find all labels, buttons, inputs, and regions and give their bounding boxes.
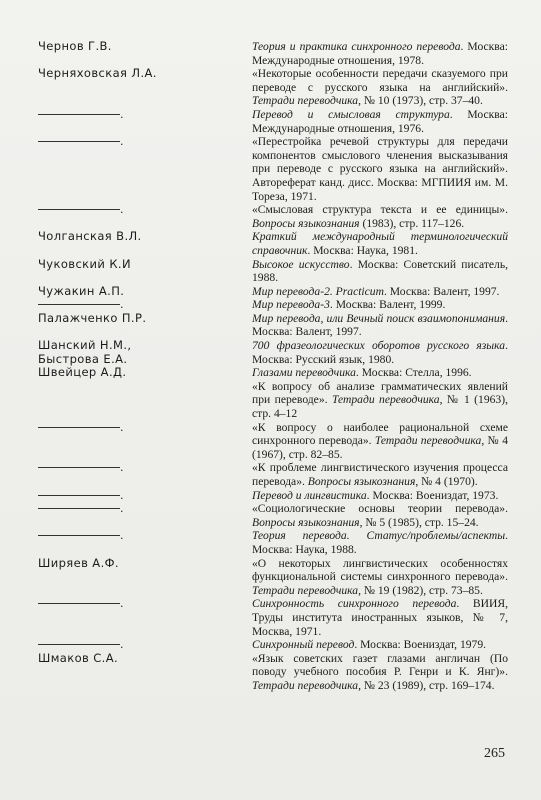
bibliography-list: [38, 40, 508, 693]
reference-text: . Москва: Международные отношения, 1978.: [252, 40, 508, 67]
reference-text: . Москва: Воениздат, 1979.: [354, 638, 487, 652]
ditto-dash: [38, 304, 120, 305]
entry-reference: [252, 529, 508, 556]
entry-reference: [252, 597, 508, 638]
bibliography-entry: [38, 652, 508, 693]
reference-title: Глазами переводчика: [252, 366, 356, 380]
bibliography-entry: [38, 108, 508, 135]
reference-text: . ВИИЯ, Труды института иностранных языков, № 7, Москва, 1971.: [252, 597, 508, 638]
entry-reference: [252, 557, 508, 598]
reference-text: . Москва: Наука, 1988.: [252, 529, 508, 556]
bibliography-entry: [38, 339, 508, 366]
reference-text: (1983), стр. 117–126.: [359, 216, 465, 230]
reference-text: , № 23 (1989), стр. 169–174.: [358, 678, 495, 692]
entry-author: Палажченко П.Р.: [38, 310, 147, 325]
entry-author: .: [38, 638, 252, 652]
bibliography-entry: [38, 597, 508, 638]
entry-reference: [252, 652, 508, 693]
entry-author: .: [38, 203, 252, 217]
reference-text: . Москва: Стелла, 1996.: [355, 366, 472, 380]
entry-author: Шмаков С.А.: [38, 650, 119, 665]
bibliography-entry: [38, 529, 508, 556]
ditto-dash: [38, 209, 120, 210]
entry-reference: [252, 366, 508, 380]
reference-title: 700 фразеологических оборотов русского языка: [252, 339, 506, 353]
reference-text: , № 4 (1967), стр. 82–85.: [252, 434, 508, 461]
entry-author: .: [38, 135, 252, 149]
reference-title: Вопросы языкознания: [307, 475, 416, 488]
entry-reference: [252, 421, 508, 462]
entry-reference: [252, 135, 508, 203]
bibliography-entry: [38, 258, 508, 285]
ditto-dash: [38, 603, 120, 604]
ditto-dash: [38, 508, 120, 509]
bibliography-entry: [38, 230, 508, 257]
reference-title: Краткий международный терминологический справочник: [252, 230, 508, 257]
entry-reference: [252, 638, 508, 652]
bibliography-entry: [38, 461, 508, 488]
ditto-dash: [38, 535, 120, 536]
entry-reference: [252, 230, 508, 257]
bibliography-entry: [38, 557, 508, 598]
bibliography-entry: [38, 421, 508, 462]
reference-text: . Москва: Валент, 1999.: [329, 298, 446, 312]
bibliography-entry: [38, 366, 508, 380]
reference-title: Тетради переводчика: [331, 393, 440, 407]
bibliography-entry: [38, 489, 508, 503]
entry-reference: [252, 40, 508, 67]
reference-text: «Язык советских газет глазами англичан (По поводу учебного пособия Р. Генри и К. Янг)».: [252, 651, 508, 679]
bibliography-entry: [38, 67, 508, 108]
entry-author: Черняховская Л.А.: [38, 66, 157, 81]
reference-text: . Москва: Советский писатель, 1988.: [252, 257, 508, 285]
reference-title: Синхронность синхронного перевода: [252, 597, 457, 611]
entry-author: .: [38, 298, 252, 312]
reference-title: Вопросы языкознания: [252, 216, 360, 230]
reference-text: . Москва: Международные отношения, 1976.: [252, 107, 508, 135]
entry-reference: [252, 67, 508, 108]
entry-author: Швейцер А.Д.: [38, 365, 127, 380]
reference-text: . Москва: Русский язык, 1980.: [252, 339, 508, 366]
bibliography-entry: [38, 40, 508, 67]
reference-title: Перевод и лингвистика: [252, 488, 367, 502]
reference-title: Мир перевода, или Вечный поиск взаимопонимания: [252, 311, 506, 325]
reference-title: Мир перевода-2. Practicum: [252, 284, 384, 298]
reference-title: Мир перевода-3: [252, 298, 330, 312]
entry-reference: [252, 203, 508, 230]
entry-reference: [252, 258, 508, 285]
reference-text: , № 1 (1963), стр. 4–12: [252, 393, 508, 421]
reference-title: Синхронный перевод: [252, 638, 355, 652]
reference-title: Теория и практика синхронного перевода: [252, 40, 461, 53]
bibliography-entry: [38, 380, 508, 421]
entry-reference: [252, 489, 508, 503]
reference-text: «Смысловая структура текста и ее единицы».: [252, 203, 508, 217]
entry-reference: [252, 285, 508, 299]
bibliography-entry: [38, 502, 508, 529]
entry-reference: [252, 461, 508, 488]
entry-reference: [252, 502, 508, 529]
reference-title: Высокое искусство: [252, 257, 350, 271]
reference-text: , № 5 (1985), стр. 15–24.: [359, 515, 479, 529]
entry-reference: [252, 339, 508, 366]
ditto-dash: [38, 141, 120, 142]
reference-text: , № 19 (1982), стр. 73–85.: [358, 583, 483, 597]
entry-author: Чужакин А.П.: [38, 283, 125, 298]
entry-author: Чолганская В.Л.: [38, 229, 142, 244]
ditto-dash: [38, 114, 120, 115]
reference-title: Тетради переводчика: [252, 678, 359, 692]
entry-author: .: [38, 489, 252, 503]
ditto-dash: [38, 427, 120, 428]
reference-title: Перевод и смысловая структура: [252, 107, 450, 121]
reference-text: «К вопросу об анализе грамматических явлений при переводе».: [252, 379, 508, 407]
ditto-dash: [38, 644, 120, 645]
reference-title: Тетради переводчика: [252, 94, 359, 108]
entry-author: .: [38, 529, 252, 543]
ditto-dash: [38, 467, 120, 468]
entry-reference: [252, 312, 508, 339]
bibliography-entry: [38, 285, 508, 299]
reference-text: . Москва: Валент, 1997.: [383, 284, 500, 298]
reference-text: «О некоторых лингвистических особенностях функциональной системы синхронного перевода».: [252, 556, 508, 584]
reference-text: . Москва: Воениздат, 1973.: [366, 488, 499, 502]
reference-text: «Некоторые особенности передачи сказуемого при переводе с русского языка на английский».: [252, 67, 508, 94]
reference-text: . Москва: Валент, 1997.: [252, 311, 508, 339]
entry-author: .: [38, 461, 252, 475]
entry-reference: [252, 108, 508, 135]
entry-author: Чуковский К.И: [38, 256, 131, 271]
bibliography-entry: [38, 135, 508, 203]
bibliography-entry: [38, 638, 508, 652]
entry-author: Шанский Н.М., Быстрова Е.А.: [38, 338, 132, 366]
reference-text: , № 4 (1970).: [415, 475, 478, 488]
entry-reference: [252, 380, 508, 421]
bibliography-entry: [38, 312, 508, 339]
reference-title: Тетради переводчика: [374, 434, 482, 448]
entry-author: Чернов Г.В.: [38, 39, 112, 53]
bibliography-entry: [38, 298, 508, 312]
entry-author: .: [38, 502, 252, 516]
reference-title: Тетради переводчика: [252, 583, 359, 597]
reference-text: , № 10 (1973), стр. 37–40.: [358, 94, 483, 108]
entry-author: Ширяев А.Ф.: [38, 555, 119, 570]
entry-reference: [252, 298, 508, 312]
reference-title: Теория перевода. Статус/проблемы/аспекты: [252, 529, 506, 543]
entry-author: .: [38, 108, 252, 122]
reference-title: Вопросы языкознания: [252, 515, 360, 529]
entry-author: .: [38, 597, 252, 611]
entry-author: .: [38, 421, 252, 435]
reference-text: . Москва: Наука, 1981.: [307, 243, 418, 257]
page-number: 265: [484, 746, 505, 761]
ditto-dash: [38, 495, 120, 496]
reference-text: «Перестройка речевой структуры для передачи компонентов смыслового членения высказывания при переводе с русского языка на английский». Автореферат канд. дисс. Москва: МГПИИЯ им. М. Тореза, 1971.: [252, 135, 508, 203]
bibliography-entry: [38, 203, 508, 230]
reference-text: «К вопросу о наиболее рациональной схеме синхронного перевода».: [252, 420, 508, 448]
reference-text: «Социологические основы теории перевода».: [252, 502, 508, 516]
reference-text: «К проблеме лингвистического изучения процесса перевода».: [252, 461, 508, 488]
